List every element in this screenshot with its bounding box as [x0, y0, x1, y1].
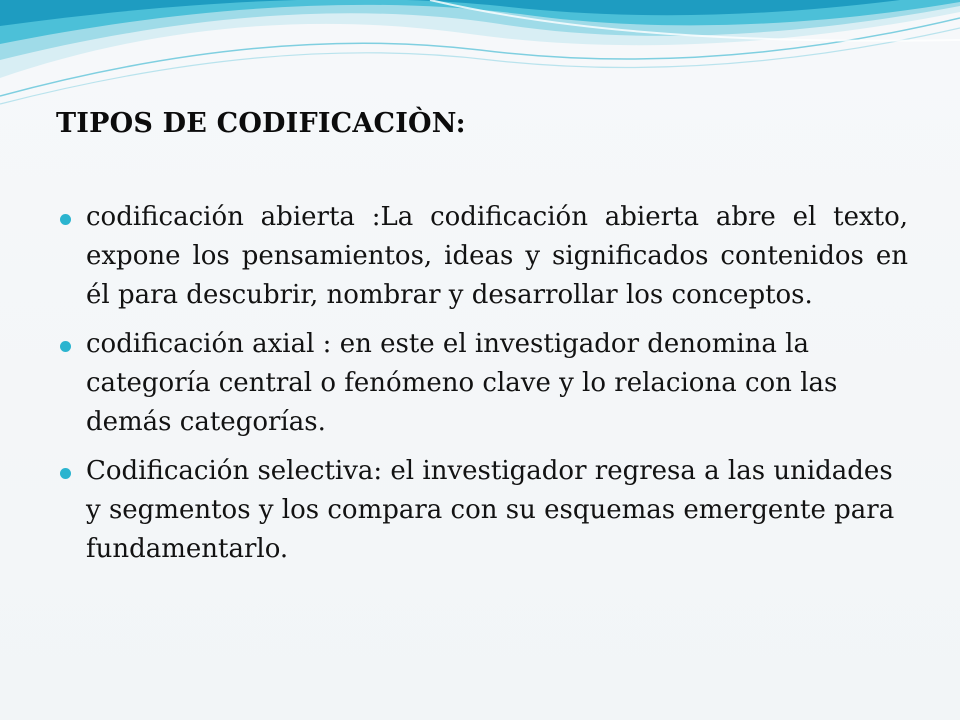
bullet-list [56, 198, 908, 579]
slide-title: TIPOS DE CODIFICACIÒN: [56, 108, 466, 139]
bullet-text-open-coding: codificación abierta :La codificación abierta abre el texto, expone los pensamientos, ideas y significados contenidos en él para descubrir, nombrar y desarrollar los conceptos. [86, 202, 908, 310]
bullet-item-axial-coding [56, 325, 908, 442]
bullet-item-selective-coding [56, 452, 908, 569]
bullet-dot-icon [60, 341, 71, 352]
wave-header-decoration [0, 0, 960, 120]
bullet-dot-icon [60, 214, 71, 225]
bullet-text-selective-coding: Codificación selectiva: el investigador regresa a las unidades y segmentos y los compara con su esquemas emergente para fundamentarlo. [86, 456, 895, 564]
bullet-item-open-coding [56, 198, 908, 315]
bullet-dot-icon [60, 468, 71, 479]
bullet-text-axial-coding: codificación axial : en este el investigador denomina la categoría central o fenómeno clave y lo relaciona con las demás categorías. [86, 329, 838, 437]
